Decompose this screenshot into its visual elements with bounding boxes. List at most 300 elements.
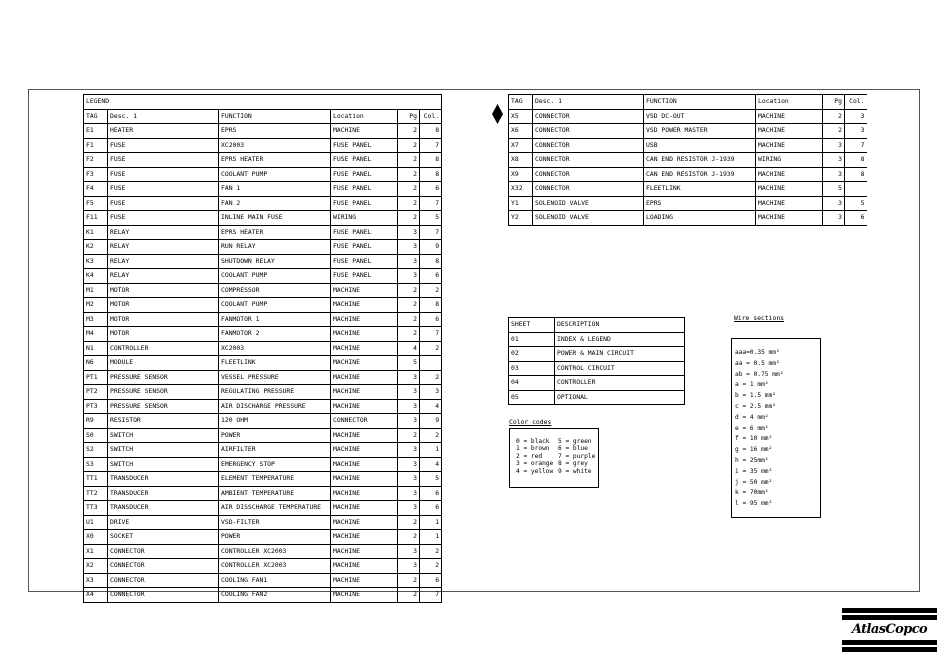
table-row: [84, 269, 442, 284]
table-row: [84, 515, 442, 530]
table-row-cell: 7: [420, 327, 442, 342]
table-row-cell: X9: [509, 167, 533, 182]
table-row-cell: X3: [84, 573, 108, 588]
table-row-cell: POWER: [219, 428, 331, 443]
table-row-cell: FUSE: [108, 138, 219, 153]
table-row-cell: [845, 182, 867, 197]
table-row-cell: TT2: [84, 486, 108, 501]
table-row-cell: 01: [509, 332, 555, 347]
table-row-cell: 2: [398, 167, 420, 182]
legend-header-row: [84, 109, 442, 124]
table-row-cell: CONNECTOR: [533, 182, 644, 197]
table-row: [509, 182, 867, 197]
table-row-cell: X32: [509, 182, 533, 197]
table-row-cell: PT2: [84, 385, 108, 400]
table-row-cell: RELAY: [108, 254, 219, 269]
table-row-cell: 3: [398, 544, 420, 559]
table-row-cell: MODULE: [108, 356, 219, 371]
table-row-cell: OPTIONAL: [555, 390, 685, 405]
table-row-cell: FUSE PANEL: [331, 182, 398, 197]
table-row: [509, 196, 867, 211]
legend-continued-header-row-cell: Location: [756, 95, 823, 110]
table-row-cell: MACHINE: [331, 443, 398, 458]
table-row-cell: 2: [398, 530, 420, 545]
table-row-cell: 2: [398, 573, 420, 588]
table-row-cell: Y2: [509, 211, 533, 226]
table-row-cell: 3: [398, 472, 420, 487]
color-code-entry: 9 = white: [558, 467, 592, 475]
color-code-entry: 5 = green: [558, 438, 592, 445]
table-row-cell: 8: [845, 167, 867, 182]
table-row-cell: CONNECTOR: [108, 544, 219, 559]
table-row-cell: FAN 1: [219, 182, 331, 197]
table-row-cell: MACHINE: [331, 370, 398, 385]
color-code-row: [516, 460, 598, 467]
legend-continued-header-row-cell: FUNCTION: [644, 95, 756, 110]
table-row-cell: FUSE PANEL: [331, 225, 398, 240]
legend-continued-header-row-cell: Pg: [823, 95, 845, 110]
diamond-marker-icon: [492, 104, 503, 124]
table-row-cell: F3: [84, 167, 108, 182]
table-row-cell: CONTROLLER: [555, 376, 685, 391]
table-row-cell: COMPRESSOR: [219, 283, 331, 298]
table-row-cell: FUSE PANEL: [331, 240, 398, 255]
table-row: [509, 347, 685, 362]
table-row-cell: 6: [420, 486, 442, 501]
table-row-cell: MACHINE: [331, 399, 398, 414]
table-row: [84, 472, 442, 487]
table-row-cell: MACHINE: [331, 530, 398, 545]
table-row: [509, 361, 685, 376]
table-row: [509, 124, 867, 139]
table-row-cell: POWER & MAIN CIRCUIT: [555, 347, 685, 362]
table-row-cell: DRIVE: [108, 515, 219, 530]
table-row-cell: HEATER: [108, 124, 219, 139]
color-code-row: [516, 438, 598, 445]
sheet-header-row-cell: DESCRIPTION: [555, 318, 685, 333]
table-row-cell: MACHINE: [756, 182, 823, 197]
table-row-cell: 8: [420, 254, 442, 269]
table-row-cell: M3: [84, 312, 108, 327]
color-codes-box: [509, 428, 599, 488]
table-row-cell: N1: [84, 341, 108, 356]
wire-section-item: g = 16 mm²: [735, 446, 773, 454]
table-row-cell: 4: [420, 457, 442, 472]
table-row-cell: MACHINE: [331, 312, 398, 327]
table-row-cell: U1: [84, 515, 108, 530]
table-row-cell: 3: [398, 443, 420, 458]
table-row: [84, 486, 442, 501]
table-row-cell: 2: [398, 312, 420, 327]
table-row-cell: 2: [398, 124, 420, 139]
table-row-cell: CONNECTOR: [533, 109, 644, 124]
table-row-cell: FUSE PANEL: [331, 138, 398, 153]
table-row-cell: 2: [398, 138, 420, 153]
table-row-cell: F2: [84, 153, 108, 168]
table-row-cell: 7: [420, 138, 442, 153]
table-row-cell: 3: [398, 385, 420, 400]
table-row-cell: RELAY: [108, 225, 219, 240]
table-row-cell: 5: [845, 196, 867, 211]
wire-section-item: b = 1.5 mm²: [735, 392, 776, 400]
table-row-cell: M1: [84, 283, 108, 298]
table-row: [84, 327, 442, 342]
table-row: [84, 530, 442, 545]
table-row-cell: X2: [84, 559, 108, 574]
table-row-cell: LOADING: [644, 211, 756, 226]
table-row-cell: 4: [398, 341, 420, 356]
table-row-cell: AIRFILTER: [219, 443, 331, 458]
table-row: [84, 573, 442, 588]
table-row: [509, 390, 685, 405]
table-row-cell: PT1: [84, 370, 108, 385]
table-row-cell: RELAY: [108, 240, 219, 255]
table-row-cell: 2: [398, 298, 420, 313]
table-row-cell: F11: [84, 211, 108, 226]
table-row-cell: 2: [823, 124, 845, 139]
table-row-cell: MACHINE: [331, 515, 398, 530]
table-row-cell: FUSE PANEL: [331, 269, 398, 284]
table-row: [84, 153, 442, 168]
wire-section-item: a = 1 mm²: [735, 381, 769, 389]
table-row: [84, 356, 442, 371]
logo-bar-2: [842, 615, 937, 620]
table-row-cell: 6: [420, 501, 442, 516]
table-row-cell: 05: [509, 390, 555, 405]
wire-section-item: d = 4 mm²: [735, 413, 769, 421]
table-row-cell: 5: [420, 472, 442, 487]
table-row-cell: PRESSURE SENSOR: [108, 370, 219, 385]
table-row-cell: SHUTDOWN RELAY: [219, 254, 331, 269]
table-row-cell: FUSE PANEL: [331, 167, 398, 182]
legend-header-row-cell: TAG: [84, 109, 108, 124]
table-row-cell: 3: [398, 414, 420, 429]
table-row-cell: MOTOR: [108, 283, 219, 298]
table-row-cell: FUSE: [108, 196, 219, 211]
table-row-cell: CONNECTOR: [533, 167, 644, 182]
table-row-cell: 6: [420, 573, 442, 588]
table-row-cell: S3: [84, 457, 108, 472]
table-row-cell: AIR DISSCHARGE TEMPERATURE: [219, 501, 331, 516]
table-row-cell: F5: [84, 196, 108, 211]
table-row-cell: 120 OHM: [219, 414, 331, 429]
table-row-cell: MACHINE: [756, 138, 823, 153]
table-row-cell: X4: [84, 588, 108, 603]
table-row-cell: MACHINE: [331, 428, 398, 443]
legend-header-row-cell: Pg: [398, 109, 420, 124]
table-row-cell: SOLENOID VALVE: [533, 211, 644, 226]
color-codes-title: Color codes: [509, 418, 552, 426]
wire-sections-box: [731, 338, 821, 518]
wire-section-item: c = 2.5 mm²: [735, 402, 776, 410]
table-row-cell: 2: [398, 182, 420, 197]
table-row-cell: COOLANT PUMP: [219, 269, 331, 284]
table-row-cell: MACHINE: [331, 457, 398, 472]
legend-continued-header-row-cell: Col.: [845, 95, 867, 110]
table-row: [84, 443, 442, 458]
table-row-cell: VSD-FILTER: [219, 515, 331, 530]
table-row-cell: CONNECTOR: [108, 559, 219, 574]
table-row-cell: 04: [509, 376, 555, 391]
table-row-cell: 3: [398, 240, 420, 255]
table-row-cell: CONTROLLER XC2003: [219, 559, 331, 574]
wire-section-item: j = 50 mm²: [735, 478, 773, 486]
logo-bar-top: [842, 608, 937, 613]
table-row: [509, 332, 685, 347]
table-row: [84, 167, 442, 182]
table-row: [84, 385, 442, 400]
table-row-cell: INDEX & LEGEND: [555, 332, 685, 347]
table-row-cell: X5: [509, 109, 533, 124]
table-row-cell: Y1: [509, 196, 533, 211]
logo-bar-bottom: [842, 647, 937, 652]
wire-sections-title: Wire sections: [734, 314, 785, 322]
table-row: [84, 414, 442, 429]
table-row-cell: SWITCH: [108, 457, 219, 472]
table-row-cell: [420, 356, 442, 371]
table-row-cell: MACHINE: [756, 124, 823, 139]
table-row-cell: CAN END RESISTOR J-1939: [644, 153, 756, 168]
table-row-cell: X1: [84, 544, 108, 559]
table-row-cell: MACHINE: [331, 283, 398, 298]
table-row-cell: 2: [420, 283, 442, 298]
table-row-cell: USB: [644, 138, 756, 153]
table-row-cell: 2: [420, 341, 442, 356]
table-row: [84, 312, 442, 327]
table-row-cell: MACHINE: [331, 356, 398, 371]
table-row-cell: 2: [398, 515, 420, 530]
table-row-cell: 2: [398, 211, 420, 226]
table-row-cell: 3: [398, 254, 420, 269]
table-row-cell: CONTROL CIRCUIT: [555, 361, 685, 376]
table-row-cell: EPRS: [644, 196, 756, 211]
table-row-cell: AMBIENT TEMPERATURE: [219, 486, 331, 501]
table-row-cell: F4: [84, 182, 108, 197]
color-code-entry: 6 = blue: [558, 445, 588, 453]
table-row-cell: 3: [398, 501, 420, 516]
table-row-cell: 8: [420, 153, 442, 168]
table-row-cell: 2: [398, 588, 420, 603]
table-row: [84, 370, 442, 385]
table-row-cell: PRESSURE SENSOR: [108, 399, 219, 414]
table-row-cell: FUSE: [108, 167, 219, 182]
table-row-cell: 2: [398, 428, 420, 443]
table-row-cell: FUSE PANEL: [331, 196, 398, 211]
table-row: [84, 559, 442, 574]
table-row-cell: SOLENOID VALVE: [533, 196, 644, 211]
color-code-entry: 8 = grey: [558, 460, 588, 468]
table-row: [84, 283, 442, 298]
table-row-cell: X6: [509, 124, 533, 139]
legend-continued-header-row-cell: Desc. 1: [533, 95, 644, 110]
table-row-cell: SWITCH: [108, 443, 219, 458]
table-row-cell: TRANSDUCER: [108, 472, 219, 487]
table-row-cell: CONNECTOR: [108, 588, 219, 603]
table-row-cell: 7: [420, 196, 442, 211]
table-row-cell: 8: [420, 298, 442, 313]
table-row-cell: 02: [509, 347, 555, 362]
table-row-cell: N6: [84, 356, 108, 371]
table-row-cell: 8: [420, 167, 442, 182]
wire-section-item: i = 35 mm²: [735, 467, 773, 475]
table-row-cell: TRANSDUCER: [108, 501, 219, 516]
table-row-cell: WIRING: [756, 153, 823, 168]
table-row: [509, 211, 867, 226]
table-row-cell: 2: [420, 428, 442, 443]
table-row-cell: EPRS: [219, 124, 331, 139]
table-row: [84, 341, 442, 356]
table-row-cell: 3: [398, 370, 420, 385]
table-row-cell: M2: [84, 298, 108, 313]
table-row-cell: VSD DC-OUT: [644, 109, 756, 124]
table-row-cell: K4: [84, 269, 108, 284]
table-row-cell: CONTROLLER XC2003: [219, 544, 331, 559]
table-row-cell: AIR DISCHARGE PRESSURE: [219, 399, 331, 414]
table-row: [84, 240, 442, 255]
table-row: [84, 544, 442, 559]
wire-section-item: aa = 0.5 mm²: [735, 359, 780, 367]
table-row-cell: 3: [420, 385, 442, 400]
table-row-cell: FUSE: [108, 182, 219, 197]
table-row-cell: MACHINE: [756, 196, 823, 211]
table-row-cell: S0: [84, 428, 108, 443]
table-row-cell: COOLING FAN2: [219, 588, 331, 603]
table-row: [84, 399, 442, 414]
table-row-cell: MACHINE: [756, 167, 823, 182]
table-row-cell: EPRS HEATER: [219, 153, 331, 168]
table-row: [84, 588, 442, 603]
table-row-cell: 2: [823, 109, 845, 124]
table-row-cell: VESSEL PRESSURE: [219, 370, 331, 385]
table-row: [509, 153, 867, 168]
table-row-cell: X7: [509, 138, 533, 153]
table-row: [84, 254, 442, 269]
table-row-cell: REGULATING PRESSURE: [219, 385, 331, 400]
color-code-entry: 1 = brown: [516, 445, 550, 453]
table-row-cell: FUSE PANEL: [331, 254, 398, 269]
table-row-cell: CAN END RESISTOR J-1939: [644, 167, 756, 182]
table-row-cell: TT1: [84, 472, 108, 487]
table-row-cell: M4: [84, 327, 108, 342]
table-row-cell: 1: [420, 515, 442, 530]
table-row-cell: MOTOR: [108, 298, 219, 313]
wire-section-item: k = 70mm²: [735, 489, 769, 497]
table-row-cell: S2: [84, 443, 108, 458]
table-row: [509, 138, 867, 153]
table-row-cell: 3: [398, 457, 420, 472]
table-row-cell: FANMOTOR 1: [219, 312, 331, 327]
table-row-cell: 3: [823, 138, 845, 153]
table-row-cell: 7: [420, 225, 442, 240]
table-row-cell: 2: [420, 370, 442, 385]
table-row-cell: CONNECTOR: [533, 153, 644, 168]
table-row-cell: CONNECTOR: [533, 124, 644, 139]
legend-header-row-cell: Col.: [420, 109, 442, 124]
table-row-cell: 3: [823, 153, 845, 168]
table-row-cell: CONNECTOR: [108, 573, 219, 588]
table-row-cell: 03: [509, 361, 555, 376]
table-row-cell: FUSE: [108, 153, 219, 168]
table-row: [84, 182, 442, 197]
color-code-entry: 7 = purple: [558, 452, 596, 460]
table-row-cell: 3: [398, 399, 420, 414]
table-row-cell: FLEETLINK: [219, 356, 331, 371]
color-code-entry: 4 = yellow: [516, 467, 554, 475]
table-row-cell: 6: [845, 211, 867, 226]
table-row-cell: MACHINE: [331, 327, 398, 342]
table-row-cell: TT3: [84, 501, 108, 516]
table-row-cell: 5: [398, 356, 420, 371]
table-row-cell: 3: [398, 559, 420, 574]
table-row-cell: FLEETLINK: [644, 182, 756, 197]
table-row-cell: MOTOR: [108, 312, 219, 327]
table-row-cell: MACHINE: [331, 472, 398, 487]
legend-header-row-cell: Location: [331, 109, 398, 124]
color-code-entry: 3 = orange: [516, 460, 554, 468]
wire-section-item: e = 6 mm²: [735, 424, 769, 432]
table-row-cell: MACHINE: [331, 501, 398, 516]
table-row-cell: MACHINE: [756, 109, 823, 124]
legend-header-row-cell: FUNCTION: [219, 109, 331, 124]
table-row-cell: 9: [420, 414, 442, 429]
color-code-row: [516, 445, 598, 452]
table-row-cell: 6: [420, 182, 442, 197]
table-row-cell: SOCKET: [108, 530, 219, 545]
table-row-cell: 6: [420, 312, 442, 327]
legend-continued-header-row: [509, 95, 867, 110]
table-row-cell: 4: [420, 399, 442, 414]
table-row-cell: COOLING FAN1: [219, 573, 331, 588]
table-row-cell: FUSE: [108, 211, 219, 226]
sheet-index-table: [508, 317, 685, 405]
table-row: [509, 109, 867, 124]
table-row-cell: RUN RELAY: [219, 240, 331, 255]
color-code-entry: 2 = red: [516, 452, 543, 460]
legend-table: [83, 94, 442, 603]
table-row-cell: K3: [84, 254, 108, 269]
table-row-cell: MACHINE: [331, 298, 398, 313]
table-row-cell: 7: [845, 138, 867, 153]
table-row: [84, 501, 442, 516]
wire-section-item: h = 25mm²: [735, 456, 769, 464]
logo-bar-3: [842, 640, 937, 645]
wire-section-item: l = 95 mm²: [735, 500, 773, 508]
table-row-cell: 2: [420, 544, 442, 559]
color-code-entry: 0 = black: [516, 438, 550, 445]
table-row-cell: WIRING: [331, 211, 398, 226]
table-row-cell: 1: [420, 443, 442, 458]
sheet-header-row-cell: SHEET: [509, 318, 555, 333]
table-row-cell: XC2003: [219, 138, 331, 153]
table-row-cell: MACHINE: [331, 588, 398, 603]
table-row-cell: 3: [823, 167, 845, 182]
table-row-cell: SWITCH: [108, 428, 219, 443]
table-row-cell: 3: [398, 225, 420, 240]
table-row-cell: ELEMENT TEMPERATURE: [219, 472, 331, 487]
table-row-cell: X0: [84, 530, 108, 545]
table-row-cell: CONTROLLER: [108, 341, 219, 356]
color-code-row: [516, 468, 598, 475]
table-row: [509, 376, 685, 391]
table-row-cell: 3: [823, 211, 845, 226]
table-row: [509, 167, 867, 182]
table-row-cell: 3: [845, 109, 867, 124]
table-row-cell: E1: [84, 124, 108, 139]
table-row-cell: MACHINE: [331, 124, 398, 139]
table-row-cell: MACHINE: [331, 559, 398, 574]
table-row: [84, 457, 442, 472]
table-row-cell: 5: [420, 211, 442, 226]
